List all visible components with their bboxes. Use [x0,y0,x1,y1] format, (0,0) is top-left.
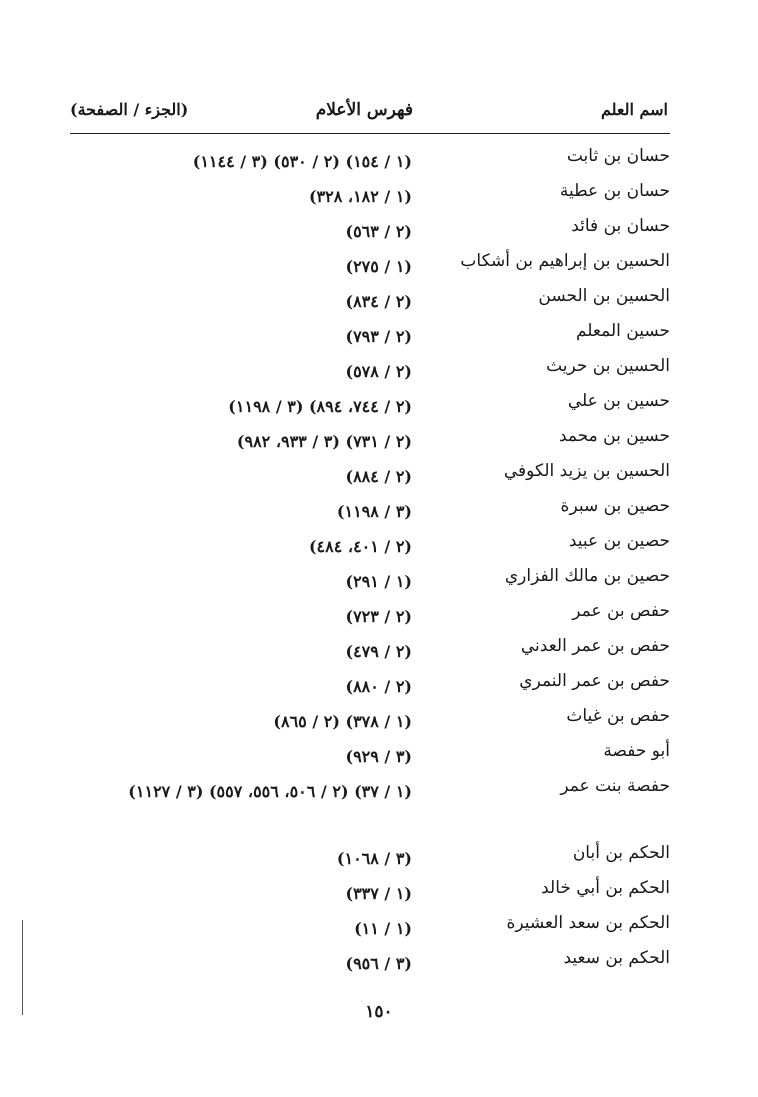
entry-name: حصين بن مالك الفزاري [504,566,670,586]
entry-name: الحكم بن سعيد [563,948,670,968]
header-divider [70,133,670,134]
entry-name: حسين بن علي [567,391,670,411]
entry-references: (١ / ١١) [354,919,412,938]
entry-name: حسان بن ثابت [566,146,670,166]
entry-references: (١ / ١٥٤) (٢ / ٥٣٠) (٣ / ١١٤٤) [192,152,412,171]
entry-references: (٣ / ٩٢٩) [345,747,412,766]
entry-references: (١ / ٣٧) (٢ / ٥٠٦، ٥٥٦، ٥٥٧) (٣ / ١١٢٧) [128,782,412,801]
entry-name: حفص بن غياث [566,706,670,726]
entry-name: حفص بن عمر [572,601,670,621]
entry-name: الحسين بن الحسن [538,286,670,306]
entry-references: (١ / ٣٧٨) (٢ / ٨٦٥) [273,712,412,731]
entry-references: (١ / ٢٩١) [345,572,412,591]
index-entry [70,315,670,350]
index-header [70,100,668,126]
index-entry [70,490,670,525]
entry-references: (٢ / ٨٣٤) [345,292,412,311]
entry-name: الحسين بن يزيد الكوفي [503,461,670,481]
entry-references: (٢ / ٨٨٤) [345,467,412,486]
page-number: ١٥٠ [365,1002,393,1022]
margin-line [22,920,23,1015]
entry-references: (٣ / ١٠٦٨) [336,849,412,868]
entry-name: حصين بن عبيد [568,531,670,551]
entry-name: حسان بن فائد [571,216,670,236]
page-title: فهرس الأعلام [315,100,413,120]
entry-name: حسان بن عطية [559,181,670,201]
index-entry [70,525,670,560]
entry-references: (١ / ٣٣٧) [345,884,412,903]
index-entries [70,140,670,977]
entry-references: (٢ / ٧٣١) (٣ / ٩٣٣، ٩٨٢) [236,432,412,451]
reference-column-heading: (الجزء / الصفحة) [70,100,189,119]
entry-references: (٣ / ١١٩٨) [336,502,412,521]
index-entry [70,630,670,665]
entry-references: (٢ / ٥٦٣) [345,222,412,241]
name-column-heading: اسم العلم [600,100,668,119]
index-entry [70,280,670,315]
index-entry [70,942,670,977]
index-entry [70,175,670,210]
entry-name: الحكم بن أبان [572,843,670,863]
entry-references: (١ / ١٨٢، ٣٢٨) [308,187,412,206]
entry-name: حفص بن عمر العدني [520,636,670,656]
index-entry [70,245,670,280]
entry-name: حفصة بنت عمر [560,776,670,796]
index-entry [70,735,670,770]
index-entry [70,420,670,455]
index-entry [70,140,670,175]
entry-name: حسين المعلم [575,321,670,341]
entry-references: (٣ / ٩٥٦) [345,954,412,973]
index-entry [70,455,670,490]
entry-name: حسين بن محمد [558,426,670,446]
index-entry [70,837,670,872]
index-entry [70,770,670,837]
entry-name: الحكم بن سعد العشيرة [506,913,670,933]
index-entry [70,560,670,595]
index-entry [70,907,670,942]
entry-references: (٢ / ٧٤٤، ٨٩٤) (٣ / ١١٩٨) [228,397,412,416]
entry-name: الحسين بن إبراهيم بن أشكاب [460,251,670,271]
entry-references: (١ / ٢٧٥) [345,257,412,276]
entry-name: حصين بن سبرة [560,496,670,516]
index-entry [70,595,670,630]
entry-references: (٢ / ٤٧٩) [345,642,412,661]
entry-references: (٢ / ٧٩٣) [345,327,412,346]
index-entry [70,700,670,735]
index-entry [70,350,670,385]
index-entry [70,665,670,700]
entry-references: (٢ / ٤٠١، ٤٨٤) [308,537,412,556]
index-entry [70,872,670,907]
entry-name: الحسين بن حريث [546,356,670,376]
index-entry [70,210,670,245]
entry-references: (٢ / ٥٧٨) [345,362,412,381]
entry-name: الحكم بن أبي خالد [541,878,670,898]
entry-references: (٢ / ٧٢٣) [345,607,412,626]
entry-references: (٢ / ٨٨٠) [345,677,412,696]
index-entry [70,385,670,420]
entry-name: حفص بن عمر النمري [519,671,670,691]
entry-name: أبو حفصة [603,741,670,761]
